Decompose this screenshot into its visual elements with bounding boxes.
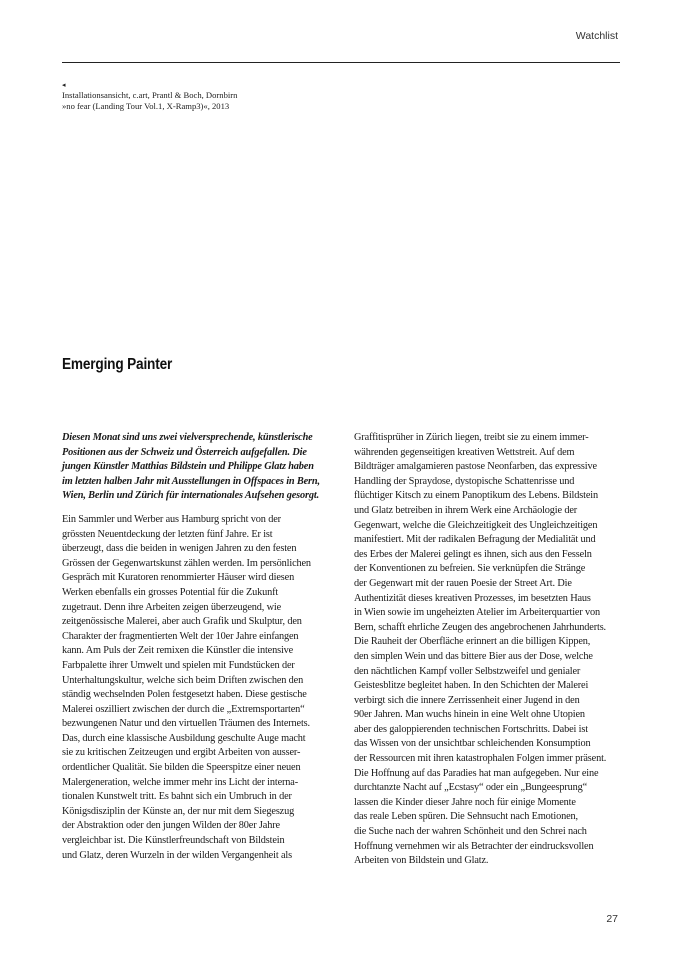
text-line: Farbpalette ihrer Umwelt und spielen mit Fundstücken der bbox=[62, 659, 295, 671]
text-line: Hoffnung vernehmen wir als Betrachter der eindrucksvollen bbox=[354, 840, 594, 852]
text-line: in Wien sowie im ungeheizten Atelier im Arbeiterquartier von bbox=[354, 607, 601, 619]
text-line: Bildträger amalgamieren pastose Neonfarben, das expressive bbox=[354, 461, 597, 473]
text-line: den simplen Wein und das bittere Bier aus der Dose, welche bbox=[354, 650, 593, 662]
text-line: Geistesblitze begleitet haben. In den Schichten der Malerei bbox=[354, 680, 589, 692]
text-line: flüchtiger Kitsch zu einem Panoptikum des Lebens. Bildstein bbox=[354, 490, 598, 502]
text-line: und Glatz, deren Wurzeln in der wilden Vergangenheit als bbox=[62, 849, 292, 861]
text-line: Unterhaltungskultur, welche sich beim Driften zwischen den bbox=[62, 674, 304, 686]
text-line: Malerei oszilliert zwischen der durch die „Extremsportarten“ bbox=[62, 703, 305, 715]
text-line: Graffitisprüher in Zürich liegen, treibt sie zu einem immer- bbox=[354, 432, 589, 443]
text-line: der Gegenwart mit der rauen Poesie der Street Art. Die bbox=[354, 577, 572, 589]
text-line: Gespräch mit Kuratoren renommierter Häuser wird diesen bbox=[62, 572, 295, 584]
text-line: aber des galoppierenden technischen Fortschritts. Dabei ist bbox=[354, 723, 588, 735]
text-line: Handling der Spraydose, dystopische Schattenrisse und bbox=[354, 475, 575, 487]
right-body-text bbox=[354, 431, 620, 869]
text-line: und Glatz betreiben in ihrem Werk eine Archäologie der bbox=[354, 504, 578, 516]
text-line: überzeugt, dass die beiden in wenigen Jahren zu den festen bbox=[62, 543, 297, 555]
text-line: zeitgenössische Malerei, aber auch Grafik und Skulptur, den bbox=[62, 616, 302, 628]
text-line: zugetraut. Denn ihre Arbeiten zeigen überzeugend, wie bbox=[62, 601, 282, 613]
text-line: bezwungenen Natur und den virtuellen Träumen des Internets. bbox=[62, 718, 310, 730]
text-line: den nächtlichen Kampf voller Selbstzweifel und genialer bbox=[354, 665, 581, 677]
text-line: manifestiert. Mit der radikalen Befragung der Medialität und bbox=[354, 534, 596, 546]
text-line: Bern, schafft ehrliche Zeugen des angebrochenen Jahrhunderts. bbox=[354, 621, 606, 633]
caption-line: Installationsansicht, c.art, Prantl & Boch, Dornbirn bbox=[62, 90, 238, 100]
article-title: Emerging Painter bbox=[62, 356, 173, 373]
text-line: Ein Sammler und Werber aus Hamburg spricht von der bbox=[62, 513, 281, 525]
text-line: lassen die Kinder dieser Jahre noch für einige Momente bbox=[354, 796, 576, 808]
text-line: das reale Leben spüren. Die Sehnsucht nach Emotionen, bbox=[354, 811, 578, 823]
text-line: der Konventionen zu befreien. Sie verknüpfen die Stränge bbox=[354, 563, 586, 575]
page-number: 27 bbox=[606, 913, 618, 925]
text-line: Diesen Monat sind uns zwei vielversprechende, künstlerische bbox=[62, 432, 313, 443]
image-caption bbox=[62, 81, 362, 112]
text-line: Gegenwart, welche die Gleichzeitigkeit des Ungleichzeitigen bbox=[354, 519, 598, 531]
text-line: ordentlicher Qualität. Sie bilden die Speerspitze einer neuen bbox=[62, 762, 301, 774]
text-line: tionalen Kunstwelt tritt. Es bahnt sich ein Umbruch in der bbox=[62, 791, 292, 803]
left-column bbox=[62, 431, 328, 863]
text-line: Die Rauheit der Oberfläche erinnert an die billigen Kippen, bbox=[354, 636, 591, 648]
text-line: der Ressourcen mit ihren katastrophalen Folgen immer präsent. bbox=[354, 753, 607, 765]
text-line: währenden gegenseitigen kreativen Wettstreit. Auf dem bbox=[354, 446, 575, 458]
text-line: das Wissen von der unsichtbar schleichenden Konsumption bbox=[354, 738, 591, 750]
text-line: der Abstraktion oder den jungen Wilden der 80er Jahre bbox=[62, 820, 280, 832]
caption-line: »no fear (Landing Tour Vol.1, X-Ramp3)«, 2013 bbox=[62, 101, 230, 111]
text-line: ständig wechselnden Polen festgesetzt haben. Diese gestische bbox=[62, 689, 307, 701]
article-lead bbox=[62, 431, 328, 504]
caption-arrow-icon: ◂ bbox=[62, 81, 66, 89]
text-line: Werken ebenfalls ein grosses Potential für die Zukunft bbox=[62, 586, 279, 598]
text-line: Authentizität dieses kreativen Prozesses, im besetzten Haus bbox=[354, 592, 591, 604]
text-line: verbirgt sich die innere Zerrissenheit einer Jugend in den bbox=[354, 694, 580, 706]
section-label: Watchlist bbox=[575, 30, 618, 42]
text-line: sie zu kritischen Zeitzeugen und ergibt Arbeiten von ausser- bbox=[62, 747, 301, 759]
text-line: Königsdisziplin der Künste an, der nur mit dem Siegeszug bbox=[62, 805, 295, 817]
text-line: vergleichbar ist. Die Künstlerfreundschaft von Bildstein bbox=[62, 835, 285, 847]
text-line: Malergeneration, welche immer mehr ins Licht der interna- bbox=[62, 776, 299, 788]
text-line: Positionen aus der Schweiz und Österreich aufgefallen. Die bbox=[62, 446, 307, 458]
text-line: des Erbes der Malerei gelingt es ihnen, sich aus den Fesseln bbox=[354, 548, 592, 560]
text-line: jungen Künstler Matthias Bildstein und Philippe Glatz haben bbox=[62, 461, 314, 473]
text-line: Grössen der Gegenwartskunst zählen werden. Im persönlichen bbox=[62, 557, 311, 569]
text-line: Charakter der fragmentierten Welt der 10er Jahre einfangen bbox=[62, 630, 299, 642]
text-line: grössten Neuentdeckung der letzten fünf Jahre. Er ist bbox=[62, 528, 273, 540]
text-line: Arbeiten von Bildstein und Glatz. bbox=[354, 855, 489, 867]
text-line: im letzten halben Jahr mit Ausstellungen in Offspaces in Bern, bbox=[62, 475, 320, 487]
text-line: die Suche nach der wahren Schönheit und den Schrei nach bbox=[354, 826, 587, 838]
right-column bbox=[354, 431, 620, 869]
text-line: kann. Am Puls der Zeit remixen die Künstler die intensive bbox=[62, 645, 294, 657]
text-line: 90er Jahren. Man wuchs hinein in eine Welt ohne Utopien bbox=[354, 709, 585, 721]
text-line: Die Hoffnung auf das Paradies hat man aufgegeben. Nur eine bbox=[354, 767, 599, 779]
text-line: Das, durch eine klassische Ausbildung geschulte Auge macht bbox=[62, 732, 306, 744]
header-divider bbox=[62, 62, 620, 63]
text-line: Wien, Berlin und Zürich für internationales Aufsehen gesorgt. bbox=[62, 490, 320, 502]
text-line: durchtanzte Nacht auf „Ecstasy“ oder ein „Bungeesprung“ bbox=[354, 782, 588, 794]
left-body-text bbox=[62, 513, 328, 863]
